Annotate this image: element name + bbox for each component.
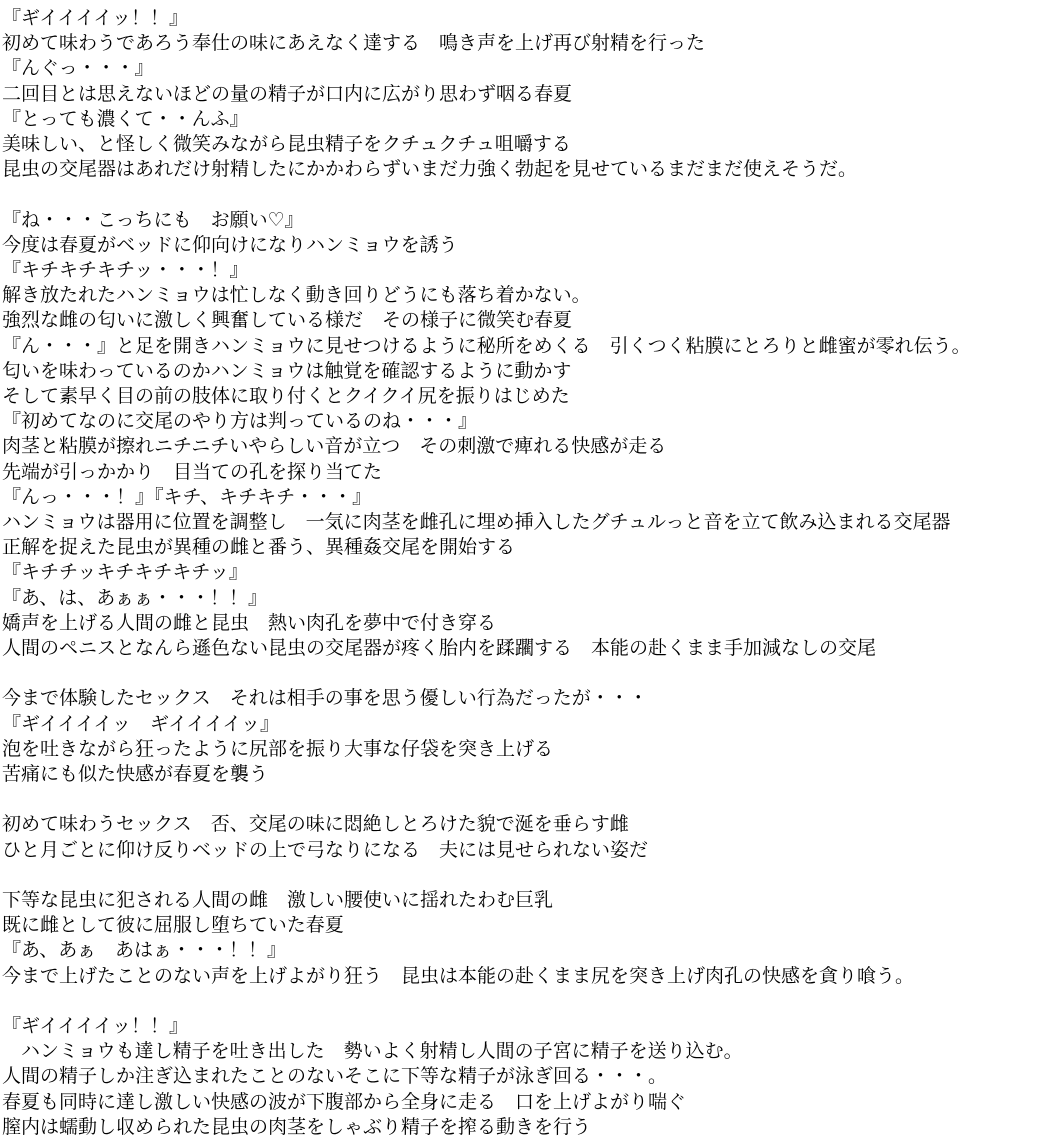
text-line: 『んっ・・・！』『キチ、キチキチ・・・』 bbox=[2, 485, 372, 508]
text-line: 既に雌として彼に屈服し堕ちていた春夏 bbox=[2, 914, 344, 937]
text-line: 先端が引っかかり 目当ての孔を探り当てた bbox=[2, 460, 383, 483]
text-line: ひと月ごとに仰け反りベッドの上で弓なりになる 夫には見せられない姿だ bbox=[2, 838, 649, 861]
text-line: 『あ、は、あぁぁ・・・！！』 bbox=[2, 586, 268, 609]
blank-line bbox=[2, 863, 1037, 888]
text-line: ハンミョウは器用に位置を調整し 一気に肉茎を雌孔に埋め挿入したグチュルっと音を立て飲み込まれる交尾器 bbox=[2, 511, 951, 534]
text-line: 嬌声を上げる人間の雌と昆虫 熱い肉孔を夢中で付き穿る bbox=[2, 611, 497, 634]
text-line: 強烈な雌の匂いに激しく興奮している様だ その様子に微笑む春夏 bbox=[2, 309, 573, 332]
text-line: 今度は春夏がベッドに仰向けになりハンミョウを誘う bbox=[2, 233, 458, 256]
text-line: 人間の精子しか注ぎ込まれたことのないそこに下等な精子が泳ぎ回る・・・。 bbox=[2, 1065, 668, 1088]
text-line: 初めて味わうであろう奉仕の味にあえなく達する 鳴き声を上げ再び射精を行った bbox=[2, 32, 706, 55]
text-line: 『とっても濃くて・・んふ』 bbox=[2, 107, 249, 130]
text-line: 正解を捉えた昆虫が異種の雌と番う、異種姦交尾を開始する bbox=[2, 536, 516, 559]
text-line: 昆虫の交尾器はあれだけ射精したにかかわらずいまだ力強く勃起を見せているまだまだ使えそうだ。 bbox=[2, 158, 858, 181]
blank-line bbox=[2, 661, 1037, 686]
blank-line bbox=[2, 787, 1037, 812]
text-line: 『あ、あぁ あはぁ・・・！！』 bbox=[2, 939, 287, 962]
blank-line bbox=[2, 989, 1037, 1014]
text-line: 解き放たれたハンミョウは忙しなく動き回りどうにも落ち着かない。 bbox=[2, 284, 591, 307]
text-line: 匂いを味わっているのかハンミョウは触覚を確認するように動かす bbox=[2, 359, 572, 382]
text-line: 肉茎と粘膜が擦れニチニチいやらしい音が立つ その刺激で痺れる快感が走る bbox=[2, 435, 667, 458]
blank-line bbox=[2, 182, 1037, 207]
text-line: 『ギイイイイッ！！』 bbox=[2, 1015, 189, 1038]
text-line: 今まで体験したセックス それは相手の事を思う優しい行為だったが・・・ bbox=[2, 687, 648, 710]
text-line: 苦痛にも似た快感が春夏を襲う bbox=[2, 763, 269, 786]
text-line: 春夏も同時に達し激しい快感の波が下腹部から全身に走る 口を上げよがり喘ぐ bbox=[2, 1090, 687, 1113]
text-line: 『初めてなのに交尾のやり方は判っているのね・・・』 bbox=[2, 410, 478, 433]
text-line: 『キチチッキチキチキチッ』 bbox=[2, 561, 248, 584]
text-line: 『ギイイイイッ！！』 bbox=[2, 7, 189, 29]
text-line: 人間のペニスとなんら遜色ない昆虫の交尾器が疼く胎内を蹂躙する 本能の赴くまま手加減なしの交尾 bbox=[2, 637, 877, 660]
text-line: 初めて味わうセックス 否、交尾の味に悶絶しとろけた貌で涎を垂らす雌 bbox=[2, 813, 629, 836]
text-line: 泡を吐きながら狂ったように尻部を振り大事な仔袋を突き上げる bbox=[2, 737, 554, 760]
text-line: 二回目とは思えないほどの量の精子が口内に広がり思わず咽る春夏 bbox=[2, 82, 573, 105]
text-line: 『キチキチキチッ・・・！』 bbox=[2, 259, 249, 282]
text-line: 『んぐっ・・・』 bbox=[2, 57, 154, 80]
text-line: ハンミョウも達し精子を吐き出した 勢いよく射精し人間の子宮に精子を送り込む。 bbox=[2, 1040, 743, 1063]
text-line: 下等な昆虫に犯される人間の雌 激しい腰使いに揺れたわむ巨乳 bbox=[2, 889, 554, 912]
text-line: 美味しい、と怪しく微笑みながら昆虫精子をクチュクチュ咀嚼する bbox=[2, 133, 571, 156]
text-line: そして素早く目の前の肢体に取り付くとクイクイ尻を振りはじめた bbox=[2, 385, 570, 408]
text-line: 膣内は蠕動し収められた昆虫の肉茎をしゃぶり精子を搾る動きを行う bbox=[2, 1115, 592, 1138]
text-line: 今まで上げたことのない声を上げよがり狂う 昆虫は本能の赴くまま尻を突き上げ肉孔の快感を貪り喰う。 bbox=[2, 964, 915, 987]
text-line: 『ん・・・』と足を開きハンミョウに見せつけるように秘所をめくる 引くつく粘膜にとろりと雌蜜が零れ伝う。 bbox=[2, 334, 971, 357]
text-line: 『ね・・・こっちにも お願い♡』 bbox=[2, 208, 304, 231]
text-line: 『ギイイイイッ ギイイイイッ』 bbox=[2, 712, 280, 735]
